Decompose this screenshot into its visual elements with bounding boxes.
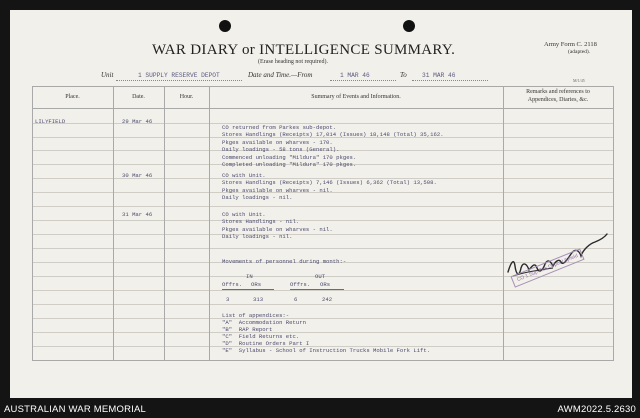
entry-date: 30 Mar 46 <box>122 172 153 179</box>
personnel-out-underline <box>290 289 344 290</box>
form-code: M/1/45 <box>573 78 585 83</box>
col-header-hour: Hour. <box>179 94 194 100</box>
unit-underline <box>116 80 242 81</box>
punch-hole <box>219 20 231 32</box>
diary-page <box>10 10 632 398</box>
place-value: LILYFIELD <box>35 118 66 125</box>
appendix-item: "D" Routine Orders Part I <box>222 340 310 347</box>
entry-text: CO with Unit. Stores Handlings (Receipts) 7,146 (Issues) 6,362 (Total) 13,508. Pkges available on wharves - nil. Daily loadings - nil. <box>222 172 437 202</box>
column-rule <box>613 86 614 360</box>
page-subtitle: (Erase heading not required). <box>258 59 328 65</box>
from-value: 1 MAR 46 <box>340 72 370 79</box>
table-top-rule <box>32 86 614 87</box>
page-title: WAR DIARY or INTELLIGENCE SUMMARY. <box>152 42 456 58</box>
appendix-item: "A" Accommodation Return <box>222 319 306 326</box>
personnel-in-underline <box>222 289 274 290</box>
unit-label: Unit <box>101 71 114 79</box>
footer-reference: AWM2022.5.2630 <box>557 404 636 415</box>
in-offrs-header: Offrs. <box>222 281 243 288</box>
to-label: To <box>400 71 407 79</box>
in-ors-count: 313 <box>253 296 264 303</box>
out-offrs-header: Offrs. <box>290 281 311 288</box>
form-adapted: (adapted). <box>568 49 591 55</box>
out-ors-count: 242 <box>322 296 333 303</box>
column-rule <box>32 86 33 360</box>
out-offrs-count: 6 <box>294 296 298 303</box>
footer-credit: AUSTRALIAN WAR MEMORIAL <box>4 404 147 415</box>
personnel-in-label: IN <box>246 273 253 280</box>
unit-value: 1 SUPPLY RESERVE DEPOT <box>138 72 220 79</box>
column-rule <box>113 86 114 360</box>
table-bottom-rule <box>32 360 614 361</box>
entry-text: CO with Unit. Stores Handlings - nil. Pkges available on wharves - nil. Daily loadings - nil. <box>222 211 333 241</box>
column-rule <box>503 86 504 360</box>
appendices-heading: List of appendices:- <box>222 312 290 319</box>
to-underline <box>412 80 488 81</box>
from-underline <box>330 80 396 81</box>
col-header-remarks: Remarks and references to <box>526 89 590 95</box>
column-rule <box>209 86 210 360</box>
date-time-label: Date and Time.—From <box>248 71 313 79</box>
appendix-item: "B" RAP Report <box>222 326 273 333</box>
entry-date: 31 Mar 46 <box>122 211 153 218</box>
punch-hole <box>403 20 415 32</box>
entry-date: 29 Mar 46 <box>122 118 153 125</box>
personnel-out-label: OUT <box>315 273 326 280</box>
personnel-heading: Movements of personnel during month:- <box>222 258 347 265</box>
appendix-item: "C" Field Returns etc. <box>222 333 300 340</box>
entry-text: CO returned from Parkes sub-depot. Stores Handlings (Receipts) 17,014 (Issues) 18,148 (Total) 35,162. Pkges available on wharves - 170. Daily loadings - 58 tons (General). Commenced unloading "Mildura" 170 pkges. Completed unloading "Mildura" 170 pkges. <box>222 124 444 169</box>
appendix-item: "E" Syllabus - School of Instruction Trucks Mobile Fork Lift. <box>222 347 431 354</box>
header-rule <box>32 108 614 109</box>
column-rule <box>164 86 165 360</box>
col-header-date: Date. <box>132 94 145 100</box>
out-ors-header: ORs <box>320 281 331 288</box>
in-ors-header: ORs <box>251 281 262 288</box>
col-header-remarks-sub: Appendices, Diaries, &c. <box>527 97 589 103</box>
form-number: Army Form C. 2118 <box>544 41 597 48</box>
unit-stamp: CO 1 Sup Res Depot Lilyfield <box>510 248 584 287</box>
col-header-place: Place. <box>65 94 80 100</box>
in-offrs-count: 3 <box>226 296 230 303</box>
col-header-summary: Summary of Events and Information. <box>311 94 401 100</box>
to-value: 31 MAR 46 <box>422 72 456 79</box>
